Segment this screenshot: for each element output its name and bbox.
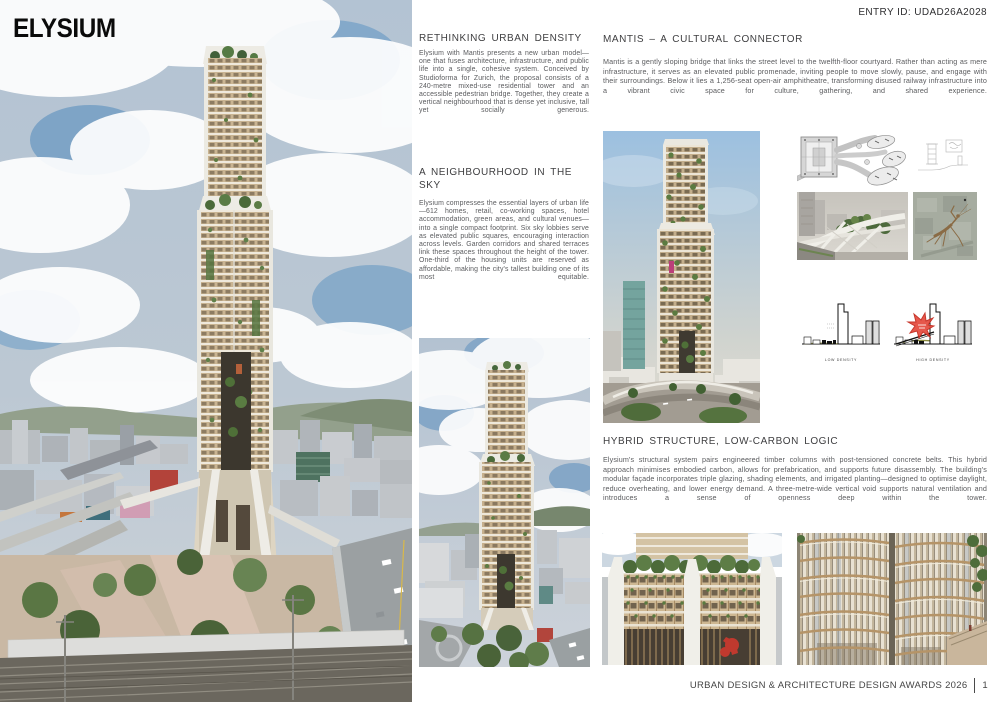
low-density-label: LOW DENSITY — [824, 358, 858, 362]
bridge-model-render-illustration — [797, 192, 908, 260]
footer-text: URBAN DESIGN & ARCHITECTURE DESIGN AWARDS 2026 — [689, 680, 968, 691]
page-title: ELYSIUM — [13, 13, 116, 43]
hero-tower-photo-illustration — [0, 0, 412, 702]
mantis-photo-illustration — [913, 192, 977, 260]
facade-glazing-render-illustration — [797, 533, 987, 665]
facade-terraces-render — [602, 533, 782, 665]
page-number: 1 — [982, 680, 988, 691]
hero-photo — [0, 0, 412, 702]
bridge-model-render — [797, 192, 908, 260]
footer — [690, 678, 988, 693]
body-hybrid-structure: Elysium's structural system pairs engineered timber columns with post-tensioned concrete belts. This hybrid approach minimises embodied carbon, allows for prefabrication, and supports future disassembly. The building's modular façade incorporates triple glazing, shading elements, and irrigated planting—designed to optimise daylight, reduce overheating, and lower energy demand. A three-metre-wide vertical void supports natural ventilation and introduces a sense of openness deep within the tower. — [603, 455, 987, 502]
body-mantis-cultural-connector: Mantis is a gently sloping bridge that links the street level to the twelfth-floor courtyard. Rather than acting as mere infrastructure, it serves as an elevated public promenade, inviting people to move slowly, pause, and engage with their surroundings. Below it lies a 1,256-seat open-air amphitheatre, transforming disused railway infrastructure into a vibrant civic space for culture, gathering, and shared experience. — [603, 57, 987, 95]
density-comparison-diagram-illustration — [798, 288, 974, 368]
footer-separator — [974, 678, 975, 693]
mantis-bridge-tower-render-illustration — [603, 131, 760, 423]
body-rethinking-urban-density: Elysium with Mantis presents a new urban model—one that fuses architecture, infrastructure, and public life into a single, cohesive system. Conceived by Studioforma for Zurich, the proposal consists of a 240-metre mixed-use residential tower and an accessible pedestrian bridge. Together, they create a vertical neighbourhood that is dense yet inclusive, tall yet socially generous. — [419, 50, 589, 115]
body-neighbourhood-in-the-sky: Elysium compresses the essential layers of urban life—612 homes, retail, co-working spaces, hotel accommodation, green areas, and cultural venues—into a single compact footprint. Six sky lobbies serve as elevated public squares, encouraging interaction across levels. Garden corridors and shared terraces link these spaces throughout the height of the tower. One-third of the housing units are reserved as affordable, making the city's tallest building one of its most equitable. — [419, 200, 589, 281]
mantis-bridge-tower-render — [603, 131, 760, 423]
site-plan-diagram — [797, 132, 908, 188]
site-plan-diagram-illustration — [797, 132, 908, 188]
heading-mantis-cultural-connector: MANTIS – A CULTURAL CONNECTOR — [603, 34, 803, 45]
facade-terraces-render-illustration — [602, 533, 782, 665]
concept-sketch — [918, 138, 968, 178]
heading-rethinking-urban-density: RETHINKING URBAN DENSITY — [419, 33, 582, 44]
heading-hybrid-structure: HYBRID STRUCTURE, LOW-CARBON LOGIC — [603, 436, 839, 447]
mantis-photo — [913, 192, 977, 260]
high-density-label: HIGH DENSITY — [916, 358, 950, 362]
tower-aerial-render-illustration — [419, 338, 590, 667]
heading-neighbourhood-in-the-sky: A NEIGHBOURHOOD IN THE SKY — [419, 167, 572, 191]
concept-sketch-illustration — [918, 138, 968, 178]
entry-id: ENTRY ID: UDAD26A2028 — [858, 7, 987, 18]
density-comparison-diagram — [798, 288, 974, 368]
tower-aerial-render — [419, 338, 590, 667]
facade-glazing-render — [797, 533, 987, 665]
